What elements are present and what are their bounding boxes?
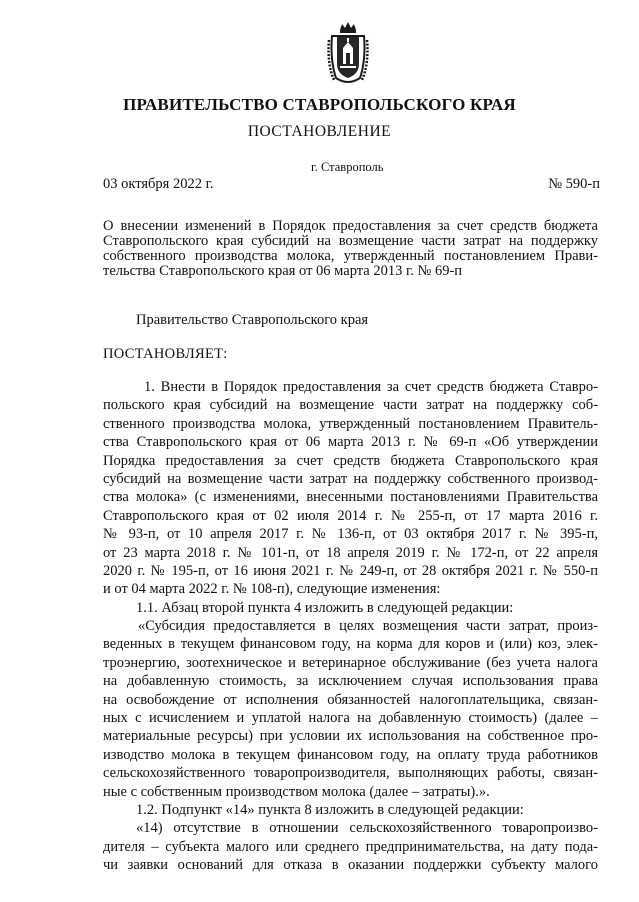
body-line: 1.2. Подпункт «14» пункта 8 изложить в следующей редакции: xyxy=(136,801,524,818)
body-line: чи заявки оснований для отказа в оказании поддержки субъекту малого xyxy=(103,857,598,874)
body-line: ных с исчислением и уплатой налога на добавленную стоимость) (далее – xyxy=(103,710,598,727)
body-line: ства молока» (с изменениями, внесенными постановлениями Правительства xyxy=(103,489,598,506)
body-line: ственного производства молока, утвержденный постановлением Правитель- xyxy=(103,415,598,432)
body-line: ные с собственным производством молока (далее – затраты).». xyxy=(103,783,490,800)
body-line: Ставропольского края от 02 июля 2014 г. № 255-п, от 17 марта 2016 г. xyxy=(103,507,598,524)
body-line: ства Ставропольского края от 06 марта 2013 г. № 69-п «Об утверждении xyxy=(103,434,598,451)
document-date: 03 октября 2022 г. xyxy=(103,176,214,192)
body-line: дителя – субъекта малого или среднего предпринимательства, на дату пода- xyxy=(103,838,598,855)
document-type: ПОСТАНОВЛЕНИЕ xyxy=(247,123,392,140)
body-line: субсидий на возмещение части затрат на поддержку собственного производ- xyxy=(103,470,598,487)
subject-line: собственного производства молока, утвержденный постановлением Прави- xyxy=(103,248,598,264)
subject-line: О внесении изменений в Порядок предоставления за счет средств бюджета xyxy=(103,218,598,234)
subject-line: тельства Ставропольского края от 06 марта 2013 г. № 69-п xyxy=(103,263,463,279)
body-line: веденных в текущем финансовом году, на корма для коров и (или) коз, элек- xyxy=(103,636,598,653)
body-line: на освобождение от исполнения обязанностей налогоплательщика, связан- xyxy=(103,691,598,708)
body-line: троэнергию, зоотехническое и ветеринарное обслуживание (без учета налога xyxy=(103,654,598,671)
issuer: Правительство Ставропольского края xyxy=(136,312,369,328)
document-body xyxy=(103,378,598,875)
body-line: 1.1. Абзац второй пункта 4 изложить в следующей редакции: xyxy=(136,599,514,616)
body-line: № 93-п, от 10 апреля 2017 г. № 136-п, от 03 октября 2017 г. № 395-п, xyxy=(103,526,598,543)
city: г. Ставрополь xyxy=(311,160,384,174)
body-line: и от 04 марта 2022 г. № 108-п), следующие изменения: xyxy=(103,581,441,598)
government-title: ПРАВИТЕЛЬСТВО СТАВРОПОЛЬСКОГО КРАЯ xyxy=(123,95,516,114)
decree-word: ПОСТАНОВЛЯЕТ: xyxy=(103,346,228,362)
subject-line: Ставропольского края субсидий на возмещение части затрат на поддержку xyxy=(103,233,598,249)
body-line: от 23 марта 2018 г. № 101-п, от 18 апреля 2019 г. № 172-п, от 22 апреля xyxy=(103,544,598,561)
body-line: на добавленную стоимость, за исключением случая использования права xyxy=(103,673,598,690)
coat-of-arms-icon xyxy=(326,20,370,88)
document-subject xyxy=(103,219,598,279)
document-number: № 590-п xyxy=(548,176,600,192)
body-line: сельскохозяйственного товаропроизводителя, выполняющих работы, связан- xyxy=(103,765,598,782)
body-line: «Субсидия предоставляется в целях возмещения части затрат, произ- xyxy=(138,618,598,635)
body-line: изводство молока в текущем финансовом году, на оплату труда работников xyxy=(103,746,598,763)
body-line: польского края субсидий на возмещение части затрат на поддержку соб- xyxy=(103,397,598,414)
body-line: Порядка предоставления за счет средств бюджета Ставропольского края xyxy=(103,452,598,469)
body-line: 2020 г. № 195-п, от 16 июня 2021 г. № 249-п, от 28 октября 2021 г. № 550-п xyxy=(103,562,598,579)
body-line: материальные ресурсы) при условии их использования на собственное про- xyxy=(103,728,598,745)
body-line: «14) отсутствие в отношении сельскохозяйственного товаропроизво- xyxy=(136,820,598,837)
body-line: 1. Внести в Порядок предоставления за счет средств бюджета Ставро- xyxy=(144,379,598,395)
